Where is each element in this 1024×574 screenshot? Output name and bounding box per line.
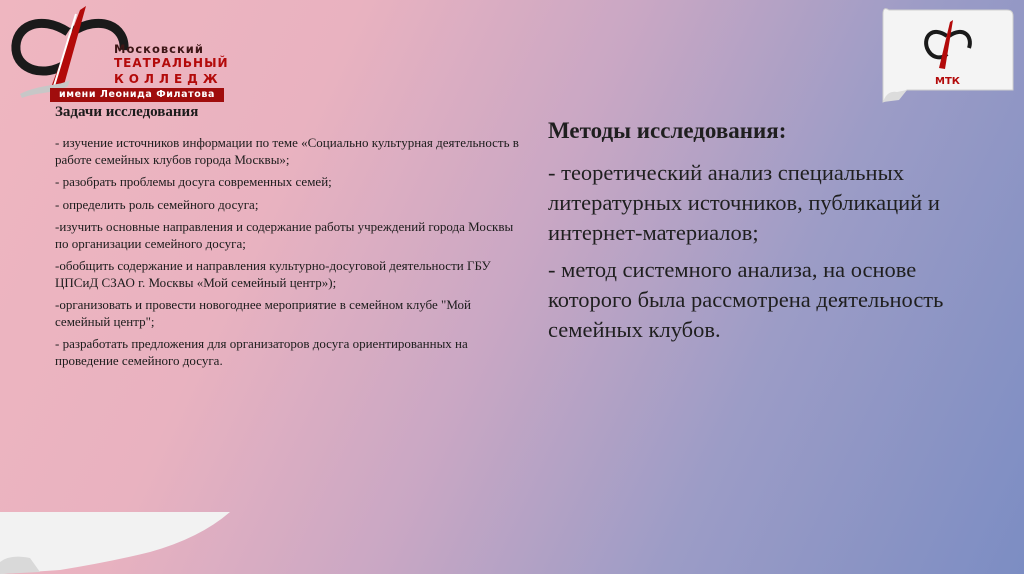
- college-logo: [10, 4, 229, 104]
- task-item: -изучить основные направления и содержание работы учреждений города Москвы по организации семейного досуга;: [55, 219, 514, 251]
- logo-band: имени Леонида Филатова: [50, 88, 224, 102]
- task-item: -обобщить содержание и направления культурно-досуговой деятельности ГБУ ЦПСиД СЗАО г. Москвы «Мой семейный центр»);: [55, 258, 491, 290]
- task-item: - изучение источников информации по теме «Социально культурная деятельность в работе семейных клубов города Москвы»;: [55, 135, 519, 167]
- mtk-label: МТК: [935, 76, 960, 87]
- mtk-badge: [879, 6, 1016, 107]
- task-item: - разработать предложения для организаторов досуга ориентированных на проведение семейного досуга.: [55, 336, 468, 368]
- logo-line-moscow: Московский: [114, 42, 204, 56]
- task-item: -организовать и провести новогоднее мероприятие в семейном клубе "Мой семейный центр";: [55, 297, 472, 329]
- decorative-ribbon: [0, 498, 240, 574]
- research-tasks: [55, 104, 525, 375]
- logo-line-theatre: ТЕАТРАЛЬНЫЙ: [114, 56, 229, 70]
- method-item: - метод системного анализа, на основе которого была рассмотрена деятельность семейных клубов.: [548, 257, 944, 342]
- research-methods: [548, 116, 968, 352]
- method-item: - теоретический анализ специальных литературных источников, публикаций и интернет-материалов;: [548, 160, 940, 245]
- task-item: - определить роль семейного досуга;: [55, 196, 259, 212]
- methods-title: Методы исследования:: [548, 118, 787, 143]
- logo-line-college: КОЛЛЕДЖ: [114, 72, 223, 86]
- tasks-title: Задачи исследования: [55, 104, 199, 120]
- task-item: - разобрать проблемы досуга современных семей;: [55, 174, 332, 189]
